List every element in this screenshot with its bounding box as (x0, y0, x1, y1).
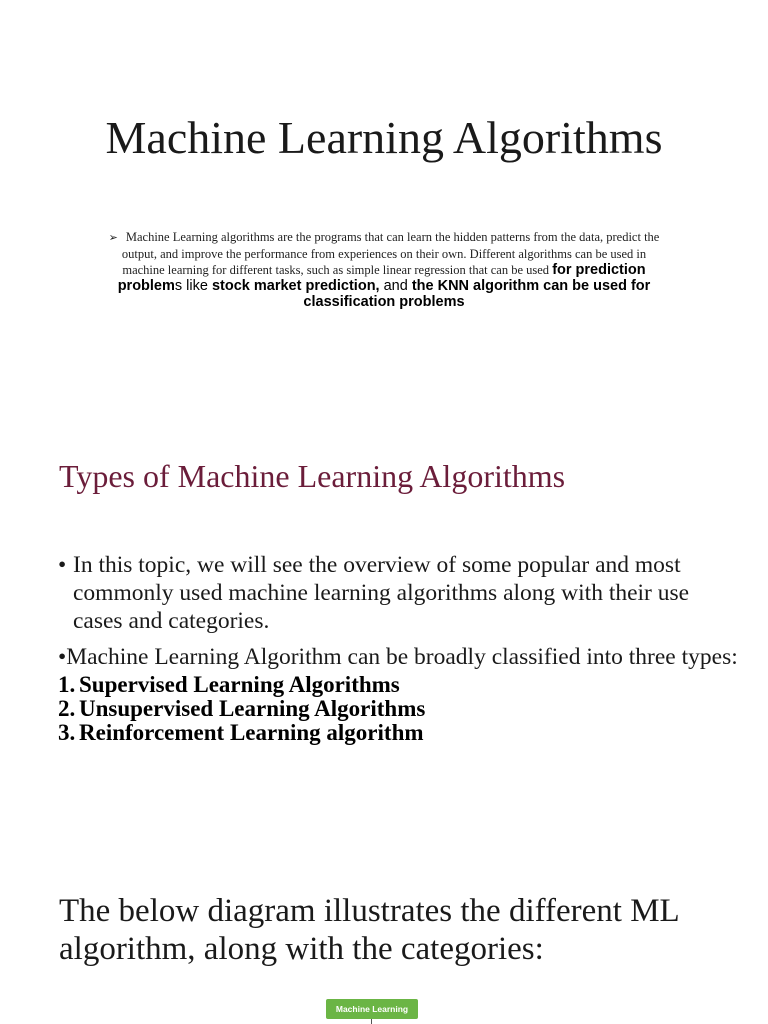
page-title: Machine Learning Algorithms (105, 112, 663, 163)
bullet-icon: • (58, 644, 67, 670)
types-list (58, 673, 738, 745)
diagram-root-node: Machine Learning (326, 999, 418, 1019)
intro-emphasis-knn: the KNN algorithm can be used for classification problems (303, 278, 651, 310)
diagram-intro: The below diagram illustrates the different ML algorithm, along with the categories: (59, 893, 679, 967)
list-label: Reinforcement Learning algorithm (79, 720, 424, 745)
intro-emphasis-prediction: for prediction problem (117, 262, 646, 294)
bullet-item (58, 551, 738, 635)
list-item (58, 673, 738, 697)
bullet-text: Machine Learning Algorithm can be broadly classified into three types: (66, 644, 738, 670)
list-item (58, 697, 738, 721)
list-label: Supervised Learning Algorithms (79, 672, 400, 697)
list-number: 1. (58, 672, 76, 697)
intro-paragraph (108, 229, 660, 310)
list-item (58, 721, 738, 745)
diagram-connector (371, 1019, 372, 1024)
bullet-text: In this topic, we will see the overview of some popular and most commonly used machine learning algorithms along with their use cases and categories. (73, 552, 690, 634)
intro-text-like: s like (174, 278, 212, 294)
intro-text-and: and (379, 278, 412, 294)
intro-emphasis-stock: stock market prediction, (211, 278, 380, 294)
bullet-list (58, 551, 738, 745)
bullet-icon: • (58, 552, 67, 578)
list-number: 2. (58, 696, 76, 721)
arrow-bullet-icon: ➢ (108, 231, 118, 244)
bullet-item (58, 641, 738, 673)
intro-text: Machine Learning algorithms are the programs that can learn the hidden patterns from the data, predict the output, and improve the performance from experiences on their own. Different algorithms can be used in machine learning for different tasks, such as simple linear regression that can be used (121, 230, 660, 277)
list-label: Unsupervised Learning Algorithms (79, 696, 426, 721)
list-number: 3. (58, 720, 76, 745)
section-heading: Types of Machine Learning Algorithms (59, 458, 566, 494)
